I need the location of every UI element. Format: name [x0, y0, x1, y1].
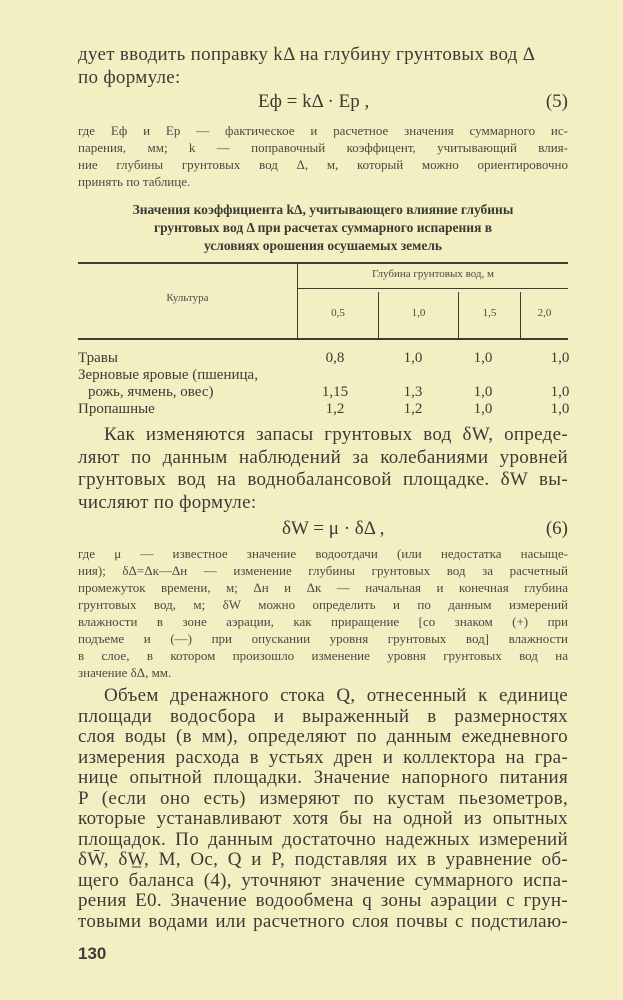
table-cell-value: 1,3 [403, 384, 423, 400]
table-title [78, 201, 568, 255]
table-cell-crop: Зерновые яровые (пшеница, [78, 367, 258, 383]
coefficient-table-body [78, 350, 568, 418]
text-line: Значения коэффициента kΔ, учитывающего влияние глубины [132, 202, 514, 217]
text-line: промежуток времени, м; Δн и Δк — начальная и конечная глубина [78, 580, 568, 595]
paragraph-drainage-runoff [78, 686, 568, 932]
formula-6: δW = μ · δΔ , [282, 518, 385, 539]
coefficient-table-header [78, 262, 568, 340]
table-cell-crop: Травы [78, 350, 118, 366]
text-line: ние глубины грунтовых вод Δ, м, который можно ориентировочно [78, 157, 568, 172]
formula-5-note [78, 122, 568, 190]
text-line: площадок. По данным достаточно надежных измерений [78, 829, 568, 850]
text-line: которые устанавливают хотя бы на одной из опытных [78, 809, 568, 829]
table-row [78, 367, 568, 384]
text-line: измерения расхода в устьях дрен и коллектора на гра- [78, 747, 568, 768]
text-line: нице опытной площадки. Значение напорного питания [78, 768, 568, 788]
table-row [78, 401, 568, 418]
table-cell-value: 1,15 [321, 384, 349, 400]
table-cell-value: 1,0 [473, 350, 493, 366]
table-row [78, 384, 568, 401]
intro-text [78, 44, 568, 89]
table-cell-value: 1,0 [550, 350, 570, 366]
text-line: условиях орошения осушаемых земель [203, 238, 443, 253]
text-line: принять по таблице. [78, 174, 191, 189]
page-number: 130 [78, 944, 107, 963]
text-line: товыми водами или расчетного слоя почвы с подстилаю- [78, 911, 568, 932]
text-line: по формуле: [78, 66, 181, 88]
text-line: щего баланса (4), уточняют значение суммарного испа- [78, 870, 568, 891]
table-cell-crop-cont: рожь, ячмень, овес) [88, 384, 214, 400]
text-line: Объем дренажного стока Q, отнесенный к единице [104, 686, 568, 706]
table-depth-header: 0,5 [331, 307, 345, 319]
table-depth-header: 2,0 [537, 307, 552, 319]
text-line: дует вводить поправку kΔ на глубину грунтовых вод Δ [78, 44, 536, 65]
text-line: грунтовых вод на воднобалансовой площадке. δW вы- [78, 469, 568, 490]
table-cell-value: 1,0 [550, 384, 570, 400]
table-cell-value: 1,2 [325, 401, 345, 417]
text-line: грунтовых вод, м; δW можно определить и по данным измерений [78, 597, 568, 612]
text-line: значение δΔ, мм. [78, 665, 172, 680]
paragraph-groundwater-storage [78, 424, 568, 514]
table-cell-value: 1,0 [473, 401, 493, 417]
text-line: P (если оно есть) измеряют по кустам пьезометров, [78, 788, 568, 809]
table-col-header-culture: Культура [166, 292, 209, 304]
text-line: δW̄, δW̲, M, Oc, Q и P, подставляя их в уравнение об- [78, 850, 568, 870]
text-line: подъеме и (—) при опускании уровня грунтовых вод] влажности [78, 631, 568, 646]
text-line: числяют по формуле: [78, 491, 257, 513]
text-line: Как изменяются запасы грунтовых вод δW, опреде- [104, 424, 568, 445]
text-line: слоя воды (в мм), определяют по данным ежедневного [78, 727, 568, 747]
table-cell-crop: Пропашные [78, 401, 155, 417]
table-cell-value: 1,0 [473, 384, 493, 400]
formula-5-number: (5) [545, 91, 568, 112]
formula-5: Eф = kΔ · Eр , [258, 91, 370, 112]
table-cell-value: 0,8 [325, 350, 345, 366]
text-line: в слое, в котором произошло изменение уровня грунтовых вод на [78, 648, 568, 663]
text-line: влажности в зоне аэрации, как приращение [со знаком (+) при [78, 614, 568, 629]
table-cell-value: 1,2 [403, 401, 423, 417]
formula-6-number: (6) [545, 518, 568, 539]
text-line: рения E0. Значение водообмена q зоны аэрации с грун- [78, 891, 568, 911]
table-cell-value: 1,0 [550, 401, 570, 417]
text-line: площади водосбора и выраженный в размерностях [78, 706, 568, 727]
table-row [78, 350, 568, 367]
table-cell-value: 1,0 [403, 350, 423, 366]
text-line: грунтовых вод Δ при расчетах суммарного испарения в [153, 220, 493, 235]
table-depth-header: 1,0 [411, 307, 426, 319]
table-depth-header: 1,5 [482, 307, 497, 319]
text-line: где Eф и Eр — фактическое и расчетное значения суммарного ис- [78, 123, 568, 138]
text-line: парения, мм; k — поправочный коэффицент, учитывающий влия- [78, 140, 568, 155]
text-line: где μ — известное значение водоотдачи (или недостатка насыще- [78, 546, 568, 561]
formula-6-note [78, 545, 568, 681]
table-group-header-depth: Глубина грунтовых вод, м [372, 268, 494, 280]
text-line: ляют по данным наблюдений за колебаниями уровней [78, 446, 568, 468]
text-line: ния); δΔ=Δк—Δн — изменение глубины грунтовых вод за расчетный [78, 563, 568, 578]
